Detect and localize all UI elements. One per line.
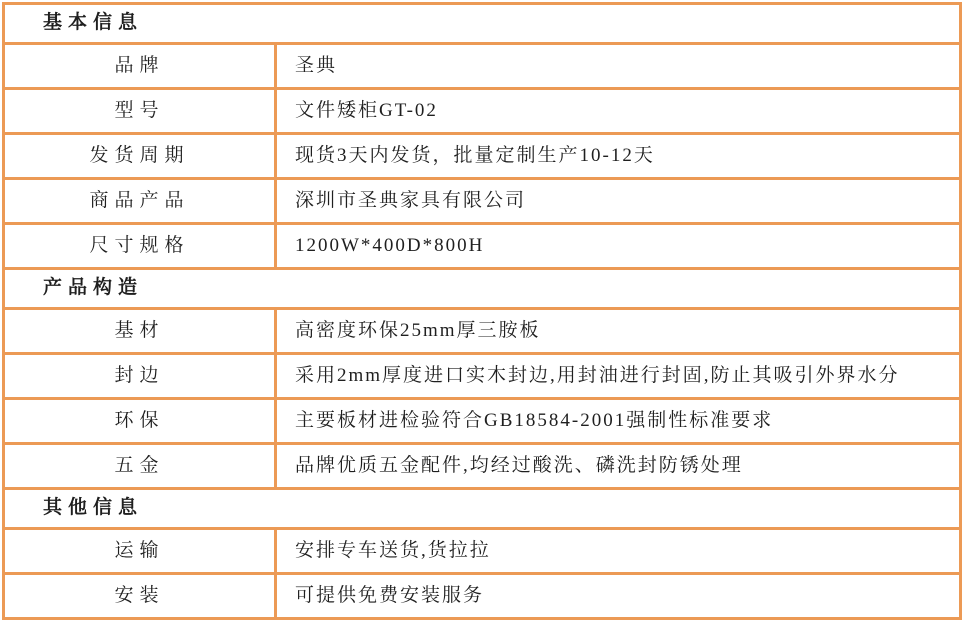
spec-row xyxy=(4,354,961,399)
spec-label: 基材 xyxy=(4,309,276,354)
spec-value: 可提供免费安装服务 xyxy=(276,574,961,619)
spec-row xyxy=(4,529,961,574)
spec-row xyxy=(4,574,961,619)
spec-row xyxy=(4,134,961,179)
spec-row xyxy=(4,224,961,269)
section-header: 其他信息 xyxy=(4,489,961,529)
spec-label: 环保 xyxy=(4,399,276,444)
spec-value: 现货3天内发货，批量定制生产10-12天 xyxy=(276,134,961,179)
section-header-row xyxy=(4,269,961,309)
spec-label: 封边 xyxy=(4,354,276,399)
spec-value: 高密度环保25mm厚三胺板 xyxy=(276,309,961,354)
spec-value: 安排专车送货,货拉拉 xyxy=(276,529,961,574)
spec-row xyxy=(4,309,961,354)
spec-label: 安装 xyxy=(4,574,276,619)
spec-value: 文件矮柜GT-02 xyxy=(276,89,961,134)
section-header-row xyxy=(4,489,961,529)
spec-row xyxy=(4,444,961,489)
spec-value: 主要板材进检验符合GB18584-2001强制性标准要求 xyxy=(276,399,961,444)
spec-label: 商品产品 xyxy=(4,179,276,224)
spec-label: 品牌 xyxy=(4,44,276,89)
spec-value: 深圳市圣典家具有限公司 xyxy=(276,179,961,224)
section-header: 基本信息 xyxy=(4,4,961,44)
spec-label: 型号 xyxy=(4,89,276,134)
product-spec-table xyxy=(2,2,962,620)
spec-row xyxy=(4,399,961,444)
spec-label: 尺寸规格 xyxy=(4,224,276,269)
spec-value: 圣典 xyxy=(276,44,961,89)
spec-value: 1200W*400D*800H xyxy=(276,224,961,269)
spec-row xyxy=(4,89,961,134)
spec-label: 五金 xyxy=(4,444,276,489)
spec-row xyxy=(4,179,961,224)
section-header-row xyxy=(4,4,961,44)
spec-value: 采用2mm厚度进口实木封边,用封油进行封固,防止其吸引外界水分 xyxy=(276,354,961,399)
spec-value: 品牌优质五金配件,均经过酸洗、磷洗封防锈处理 xyxy=(276,444,961,489)
spec-label: 发货周期 xyxy=(4,134,276,179)
spec-table-body xyxy=(4,4,961,619)
section-header: 产品构造 xyxy=(4,269,961,309)
spec-row xyxy=(4,44,961,89)
spec-label: 运输 xyxy=(4,529,276,574)
